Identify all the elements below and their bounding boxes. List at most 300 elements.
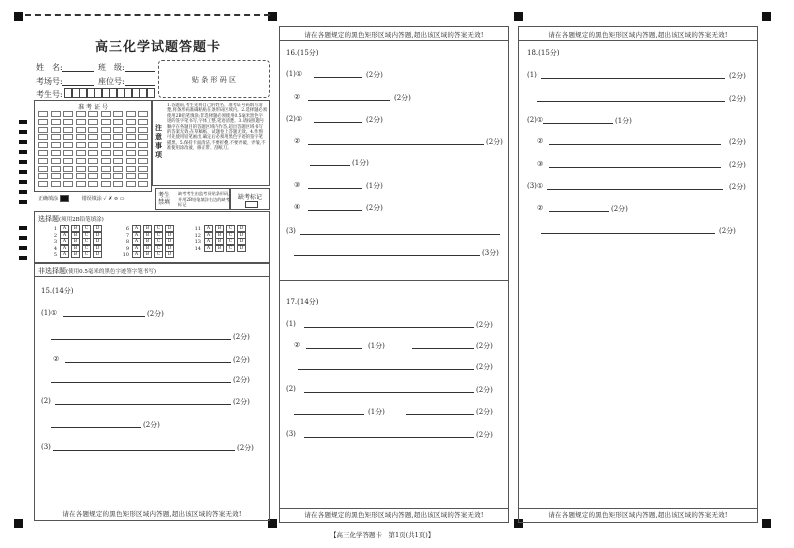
mc-option-bubble[interactable]: A bbox=[132, 225, 141, 232]
answer-line[interactable] bbox=[412, 348, 474, 349]
q17-head: 17.(14分) bbox=[286, 298, 319, 306]
mc-option-bubble[interactable]: D bbox=[93, 238, 102, 245]
admission-bubble[interactable] bbox=[101, 150, 111, 156]
admission-bubble[interactable] bbox=[76, 127, 86, 133]
admission-bubble[interactable] bbox=[138, 111, 148, 117]
seat-label: 座位号: bbox=[98, 77, 125, 86]
score-label: (2分) bbox=[611, 205, 628, 213]
mc-question-number: 14 bbox=[194, 245, 201, 252]
sub-question-label: (2) bbox=[41, 397, 51, 405]
admission-bubble[interactable] bbox=[51, 173, 61, 179]
admission-bubble[interactable] bbox=[51, 158, 61, 164]
admission-bubble[interactable] bbox=[38, 181, 48, 187]
sub-question-label: ② bbox=[294, 341, 301, 349]
fill-example bbox=[38, 195, 125, 202]
score-label: (2分) bbox=[233, 333, 250, 341]
admission-bubble[interactable] bbox=[113, 142, 123, 148]
admission-bubble[interactable] bbox=[113, 181, 123, 187]
admission-bubble[interactable] bbox=[126, 134, 136, 140]
nonmc-note: (使用0.5毫米的黑色字迹签字笔书写) bbox=[66, 269, 157, 275]
timing-mark bbox=[19, 140, 27, 144]
sub-question-label: (3) bbox=[41, 443, 51, 451]
score-label: (1分) bbox=[368, 408, 385, 416]
admission-bubble[interactable] bbox=[138, 166, 148, 172]
admission-bubble[interactable] bbox=[101, 181, 111, 187]
mc-option-bubble[interactable]: C bbox=[226, 238, 235, 245]
answer-line[interactable] bbox=[304, 392, 474, 393]
admission-bubble[interactable] bbox=[63, 127, 73, 133]
admission-bubble[interactable] bbox=[51, 134, 61, 140]
admission-bubble[interactable] bbox=[63, 173, 73, 179]
admission-grid-header: 准 考 证 号 bbox=[78, 104, 108, 111]
score-label: (2分) bbox=[476, 431, 493, 439]
mc-option-bubble[interactable]: A bbox=[204, 238, 213, 245]
correct-fill-sample bbox=[60, 195, 69, 202]
sub-question-label: (3) bbox=[286, 430, 296, 438]
name-label: 姓 名: bbox=[36, 63, 63, 72]
absent-mark-box[interactable] bbox=[230, 188, 270, 210]
mc-option-bubble[interactable]: B bbox=[71, 245, 80, 252]
mc-question-row[interactable] bbox=[45, 251, 104, 258]
answer-line[interactable] bbox=[298, 369, 474, 370]
score-label: (2分) bbox=[143, 421, 160, 429]
admission-bubble[interactable] bbox=[101, 134, 111, 140]
mc-question-number: 11 bbox=[194, 226, 201, 232]
admission-bubble[interactable] bbox=[76, 134, 86, 140]
q16-head: 16.(15分) bbox=[286, 49, 319, 57]
mc-option-bubble[interactable]: A bbox=[132, 251, 141, 258]
admission-bubble[interactable] bbox=[138, 173, 148, 179]
q18-head: 18.(15分) bbox=[527, 49, 560, 57]
mc-option-bubble[interactable]: B bbox=[71, 238, 80, 245]
answer-line[interactable] bbox=[314, 122, 362, 123]
admission-bubble[interactable] bbox=[51, 111, 61, 117]
mc-option-bubble[interactable]: A bbox=[60, 245, 69, 252]
mc-option-bubble[interactable]: C bbox=[154, 232, 163, 239]
banner-top: 请在各题规定的黑色矩形区域内答题,超出该区域的答案无效! bbox=[304, 31, 484, 39]
mc-option-bubble[interactable]: B bbox=[143, 225, 152, 232]
admission-bubble[interactable] bbox=[126, 166, 136, 172]
mc-question-number: 6 bbox=[125, 226, 129, 232]
admission-bubble[interactable] bbox=[88, 150, 98, 156]
mc-question-row[interactable] bbox=[189, 245, 248, 252]
answer-line[interactable] bbox=[549, 144, 721, 145]
sub-question-label: (2)① bbox=[527, 116, 544, 124]
sub-question-label: (2)① bbox=[286, 115, 303, 123]
sub-question-label: ② bbox=[294, 93, 301, 101]
mc-option-bubble[interactable]: A bbox=[60, 232, 69, 239]
mc-option-bubble[interactable]: C bbox=[82, 225, 91, 232]
timing-mark bbox=[19, 120, 27, 124]
score-label: (1分) bbox=[368, 342, 385, 350]
mc-option-bubble[interactable]: A bbox=[204, 232, 213, 239]
score-label: (2分) bbox=[366, 204, 383, 212]
admission-bubble[interactable] bbox=[38, 166, 48, 172]
candidate-box-text: 缺考考生由监考员贴条形码,并用2B铅笔填涂右边的缺考标记 bbox=[178, 191, 230, 207]
admission-bubble[interactable] bbox=[113, 119, 123, 125]
admission-bubble[interactable] bbox=[88, 142, 98, 148]
admission-bubble[interactable] bbox=[76, 119, 86, 125]
mc-option-bubble[interactable]: D bbox=[93, 245, 102, 252]
exam-number-label: 考生号: bbox=[36, 90, 63, 99]
score-label: (3分) bbox=[482, 249, 499, 257]
sub-question-label: (1) bbox=[286, 320, 296, 328]
mc-option-bubble[interactable]: A bbox=[204, 245, 213, 252]
answer-line[interactable] bbox=[541, 233, 715, 234]
answer-line[interactable] bbox=[65, 362, 231, 363]
cut-line bbox=[25, 14, 270, 16]
admission-bubble[interactable] bbox=[51, 166, 61, 172]
answer-line[interactable] bbox=[549, 167, 721, 168]
name-field[interactable] bbox=[62, 71, 94, 72]
mc-option-bubble[interactable]: D bbox=[237, 238, 246, 245]
admission-bubble[interactable] bbox=[138, 181, 148, 187]
answer-line[interactable] bbox=[294, 414, 364, 415]
correct-fill-label: 正确填涂 bbox=[38, 196, 59, 202]
answer-line[interactable] bbox=[308, 188, 362, 189]
banner-bottom: 请在各题规定的黑色矩形区域内答题,超出该区域的答案无效! bbox=[62, 510, 242, 518]
sub-question-label: ② bbox=[53, 355, 60, 363]
admission-bubble[interactable] bbox=[101, 111, 111, 117]
absent-mark-label: 缺考标记 bbox=[237, 194, 262, 201]
admission-bubble[interactable] bbox=[101, 158, 111, 164]
banner-top: 请在各题规定的黑色矩形区域内答题,超出该区域的答案无效! bbox=[548, 31, 728, 39]
timing-mark bbox=[19, 130, 27, 134]
timing-mark bbox=[19, 170, 27, 174]
admission-bubble[interactable] bbox=[101, 127, 111, 133]
answer-line[interactable] bbox=[537, 101, 725, 102]
banner-bottom: 请在各题规定的黑色矩形区域内答题,超出该区域的答案无效! bbox=[548, 511, 728, 519]
mc-question-number: 12 bbox=[194, 232, 201, 239]
candidate-box-label: 考生禁填 bbox=[158, 192, 171, 206]
score-label: (2分) bbox=[237, 444, 254, 452]
mc-option-bubble[interactable]: A bbox=[132, 232, 141, 239]
notice-text: 1.答题前,考生先将自己的姓名、准考证号码填写清楚,将条形码准确粘贴在条形码区域内。2.选择题必须使用2B铅笔填涂;非选择题必须使用0.5毫米黑色字迹的签字笔书写,字体工整,笔迹清楚。3.请按照题号顺序在各题目的答题区域内作答,超出答题区域书写的答案无效;在草稿纸、试题卷上答题无效。4.作图可先使用铅笔画出,确定后必须用黑色字迹的签字笔描黑。5.保持卡面清洁,不要折叠,不要弄破、弄皱,不准使用涂改液、修正带、刮纸刀。 bbox=[167, 103, 267, 152]
answer-line[interactable] bbox=[53, 450, 235, 451]
corner-mark bbox=[514, 12, 523, 21]
corner-mark bbox=[762, 12, 771, 21]
admission-bubble[interactable] bbox=[38, 111, 48, 117]
admission-bubble[interactable] bbox=[126, 127, 136, 133]
admission-bubble[interactable] bbox=[76, 166, 86, 172]
mc-option-bubble[interactable]: D bbox=[237, 232, 246, 239]
answer-line[interactable] bbox=[541, 78, 725, 79]
sub-question-label: (1) bbox=[527, 71, 537, 79]
admission-bubble[interactable] bbox=[51, 142, 61, 148]
mc-option-bubble[interactable]: B bbox=[215, 245, 224, 252]
admission-bubble[interactable] bbox=[63, 150, 73, 156]
admission-bubble[interactable] bbox=[88, 111, 98, 117]
score-label: (2分) bbox=[476, 408, 493, 416]
mc-option-bubble[interactable]: D bbox=[237, 225, 246, 232]
mc-option-bubble[interactable]: B bbox=[215, 225, 224, 232]
answer-line[interactable] bbox=[406, 414, 474, 415]
timing-mark bbox=[19, 150, 27, 154]
admission-bubble[interactable] bbox=[63, 142, 73, 148]
score-label: (2分) bbox=[729, 161, 746, 169]
admission-bubble[interactable] bbox=[113, 127, 123, 133]
admission-bubble[interactable] bbox=[113, 134, 123, 140]
mc-option-bubble[interactable]: B bbox=[71, 225, 80, 232]
score-label: (1分) bbox=[615, 117, 632, 125]
mc-option-bubble[interactable]: B bbox=[215, 238, 224, 245]
admission-number-grid[interactable] bbox=[34, 100, 152, 192]
timing-mark bbox=[19, 180, 27, 184]
admission-bubble[interactable] bbox=[126, 150, 136, 156]
mc-option-bubble[interactable]: A bbox=[60, 225, 69, 232]
timing-mark bbox=[19, 226, 27, 230]
sub-question-label: (3) bbox=[286, 227, 296, 235]
mc-question-number: 1 bbox=[53, 226, 57, 232]
admission-bubble[interactable] bbox=[126, 111, 136, 117]
score-label: (2分) bbox=[366, 71, 383, 79]
admission-bubble[interactable] bbox=[38, 142, 48, 148]
sub-question-label: ② bbox=[537, 204, 544, 212]
score-label: (2分) bbox=[366, 116, 383, 124]
timing-mark bbox=[19, 256, 27, 260]
mc-question-number: 5 bbox=[53, 252, 57, 259]
admission-bubble[interactable] bbox=[126, 181, 136, 187]
mc-option-bubble[interactable]: D bbox=[165, 245, 174, 252]
admission-bubble[interactable] bbox=[138, 127, 148, 133]
admission-bubble[interactable] bbox=[101, 142, 111, 148]
mc-option-bubble[interactable]: A bbox=[132, 238, 141, 245]
admission-bubble[interactable] bbox=[76, 142, 86, 148]
admission-bubble[interactable] bbox=[38, 158, 48, 164]
mc-option-bubble[interactable]: C bbox=[82, 238, 91, 245]
admission-bubble[interactable] bbox=[51, 119, 61, 125]
admission-bubble[interactable] bbox=[38, 119, 48, 125]
score-label: (2分) bbox=[476, 321, 493, 329]
room-field[interactable] bbox=[62, 85, 94, 86]
answer-line[interactable] bbox=[543, 123, 613, 124]
nonmc-header bbox=[38, 266, 156, 276]
score-label: (2分) bbox=[233, 398, 250, 406]
notice-box bbox=[152, 100, 270, 186]
admission-bubble[interactable] bbox=[138, 142, 148, 148]
answer-line[interactable] bbox=[549, 211, 609, 212]
admission-bubble[interactable] bbox=[126, 119, 136, 125]
mc-option-bubble[interactable]: B bbox=[215, 232, 224, 239]
mc-option-bubble[interactable]: C bbox=[82, 251, 91, 258]
mc-option-bubble[interactable]: C bbox=[154, 245, 163, 252]
admission-bubble[interactable] bbox=[63, 134, 73, 140]
mc-section bbox=[34, 211, 270, 263]
score-label: (2分) bbox=[147, 310, 164, 318]
admission-bubble[interactable] bbox=[38, 127, 48, 133]
admission-bubble[interactable] bbox=[88, 127, 98, 133]
timing-mark bbox=[19, 236, 27, 240]
barcode-area bbox=[158, 60, 270, 98]
page-title: 高三化学试题答题卡 bbox=[95, 40, 222, 55]
mc-title: 选择题 bbox=[38, 215, 59, 223]
mc-option-bubble[interactable]: C bbox=[154, 238, 163, 245]
score-label: (2分) bbox=[486, 138, 503, 146]
admission-bubble[interactable] bbox=[38, 150, 48, 156]
admission-bubble[interactable] bbox=[88, 134, 98, 140]
mc-option-bubble[interactable]: B bbox=[143, 232, 152, 239]
mc-option-bubble[interactable]: D bbox=[93, 232, 102, 239]
admission-bubble[interactable] bbox=[88, 158, 98, 164]
candidate-box bbox=[155, 188, 230, 210]
admission-bubble[interactable] bbox=[63, 181, 73, 187]
answer-line[interactable] bbox=[304, 437, 474, 438]
admission-bubble[interactable] bbox=[113, 158, 123, 164]
seat-field[interactable] bbox=[125, 85, 155, 86]
answer-line[interactable] bbox=[304, 327, 474, 328]
admission-bubble[interactable] bbox=[126, 142, 136, 148]
answer-line[interactable] bbox=[51, 427, 141, 428]
mc-option-bubble[interactable]: D bbox=[237, 245, 246, 252]
wrong-fill-samples: ✓ ✗ ⊘ ▭ bbox=[103, 196, 125, 202]
admission-bubble[interactable] bbox=[88, 119, 98, 125]
barcode-label: 贴 条 形 码 区 bbox=[192, 76, 236, 84]
admission-bubble[interactable] bbox=[76, 111, 86, 117]
mc-option-bubble[interactable]: B bbox=[143, 251, 152, 258]
admission-bubble[interactable] bbox=[63, 166, 73, 172]
sub-question-label: (3)① bbox=[527, 182, 544, 190]
answer-line[interactable] bbox=[51, 339, 231, 340]
timing-mark bbox=[19, 200, 27, 204]
admission-bubble[interactable] bbox=[63, 111, 73, 117]
answer-line[interactable] bbox=[300, 234, 500, 235]
mc-question-number: 3 bbox=[53, 239, 57, 246]
answer-line[interactable] bbox=[314, 77, 362, 78]
score-label: (2分) bbox=[729, 95, 746, 103]
admission-bubble[interactable] bbox=[126, 158, 136, 164]
score-label: (2分) bbox=[729, 183, 746, 191]
admission-bubble[interactable] bbox=[76, 173, 86, 179]
admission-bubble[interactable] bbox=[138, 150, 148, 156]
mc-option-bubble[interactable]: A bbox=[60, 251, 69, 258]
answer-line[interactable] bbox=[51, 382, 231, 383]
mc-option-bubble[interactable]: C bbox=[82, 245, 91, 252]
absent-mark-bubble[interactable] bbox=[245, 201, 258, 208]
admission-bubble[interactable] bbox=[76, 158, 86, 164]
admission-bubble[interactable] bbox=[138, 134, 148, 140]
mc-option-bubble[interactable]: B bbox=[143, 245, 152, 252]
answer-line[interactable] bbox=[294, 255, 480, 256]
mc-option-bubble[interactable]: B bbox=[71, 251, 80, 258]
admission-bubble[interactable] bbox=[51, 127, 61, 133]
answer-line[interactable] bbox=[308, 144, 484, 145]
mc-option-bubble[interactable]: C bbox=[226, 232, 235, 239]
q15-head: 15.(14分) bbox=[41, 287, 74, 295]
mc-header bbox=[38, 214, 104, 224]
answer-line[interactable] bbox=[55, 404, 231, 405]
mc-option-bubble[interactable]: A bbox=[132, 245, 141, 252]
corner-mark bbox=[14, 519, 23, 528]
admission-bubble[interactable] bbox=[113, 166, 123, 172]
answer-line[interactable] bbox=[63, 316, 145, 317]
sub-question-label: ④ bbox=[294, 203, 301, 211]
admission-bubble[interactable] bbox=[38, 134, 48, 140]
page-footer: 【高三化学答题卡 第1页(共1页)】 bbox=[330, 531, 435, 539]
admission-bubble[interactable] bbox=[138, 158, 148, 164]
mc-question-number: 2 bbox=[53, 232, 57, 239]
mc-option-bubble[interactable]: D bbox=[165, 225, 174, 232]
sub-question-label: ② bbox=[537, 137, 544, 145]
admission-bubble[interactable] bbox=[126, 173, 136, 179]
mc-option-bubble[interactable]: C bbox=[154, 225, 163, 232]
score-label: (2分) bbox=[476, 363, 493, 371]
corner-mark bbox=[14, 12, 23, 21]
mc-option-bubble[interactable]: D bbox=[93, 225, 102, 232]
admission-bubble[interactable] bbox=[113, 173, 123, 179]
admission-bubble[interactable] bbox=[88, 181, 98, 187]
mc-option-bubble[interactable]: B bbox=[143, 238, 152, 245]
admission-bubble[interactable] bbox=[88, 166, 98, 172]
sub-question-label: (1)① bbox=[41, 309, 58, 317]
sub-question-label: ③ bbox=[294, 181, 301, 189]
score-label: (2分) bbox=[394, 94, 411, 102]
answer-line[interactable] bbox=[547, 189, 723, 190]
admission-bubble[interactable] bbox=[101, 173, 111, 179]
mc-option-bubble[interactable]: D bbox=[165, 238, 174, 245]
admission-bubble[interactable] bbox=[113, 111, 123, 117]
score-label: (2分) bbox=[233, 356, 250, 364]
admission-bubble[interactable] bbox=[38, 173, 48, 179]
mc-option-bubble[interactable]: D bbox=[165, 251, 174, 258]
mc-note: (须用2B铅笔填涂) bbox=[59, 217, 104, 223]
timing-mark bbox=[19, 246, 27, 250]
admission-bubble[interactable] bbox=[51, 181, 61, 187]
admission-bubble[interactable] bbox=[101, 166, 111, 172]
mc-option-bubble[interactable]: C bbox=[82, 232, 91, 239]
corner-mark bbox=[762, 519, 771, 528]
score-label: (2分) bbox=[719, 227, 736, 235]
banner-bottom: 请在各题规定的黑色矩形区域内答题,超出该区域的答案无效! bbox=[304, 511, 484, 519]
mc-question-number: 13 bbox=[194, 239, 201, 246]
mc-option-bubble[interactable]: B bbox=[71, 232, 80, 239]
admission-bubble[interactable] bbox=[63, 119, 73, 125]
answer-line[interactable] bbox=[306, 348, 362, 349]
mc-option-bubble[interactable]: C bbox=[154, 251, 163, 258]
mc-question-number: 7 bbox=[125, 232, 129, 239]
mc-option-bubble[interactable]: D bbox=[165, 232, 174, 239]
sub-question-label: (1)① bbox=[286, 70, 303, 78]
admission-bubble[interactable] bbox=[76, 181, 86, 187]
admission-bubble[interactable] bbox=[76, 150, 86, 156]
mc-option-bubble[interactable]: A bbox=[204, 225, 213, 232]
admission-bubble[interactable] bbox=[138, 119, 148, 125]
admission-bubble[interactable] bbox=[63, 158, 73, 164]
mc-option-bubble[interactable]: C bbox=[226, 245, 235, 252]
admission-bubble[interactable] bbox=[113, 150, 123, 156]
exam-number-box[interactable] bbox=[147, 88, 155, 98]
score-label: (1分) bbox=[366, 182, 383, 190]
score-label: (2分) bbox=[476, 342, 493, 350]
score-label: (2分) bbox=[233, 376, 250, 384]
mc-option-bubble[interactable]: D bbox=[93, 251, 102, 258]
mc-option-bubble[interactable]: A bbox=[60, 238, 69, 245]
panel-2 bbox=[279, 26, 509, 523]
notice-title: 注意事项 bbox=[155, 123, 162, 159]
class-field[interactable] bbox=[125, 71, 155, 72]
class-label: 班 级: bbox=[98, 63, 125, 72]
answer-line[interactable] bbox=[308, 100, 390, 101]
mc-question-number: 9 bbox=[125, 245, 129, 252]
admission-bubble[interactable] bbox=[101, 119, 111, 125]
admission-bubble[interactable] bbox=[51, 150, 61, 156]
admission-bubble[interactable] bbox=[88, 173, 98, 179]
room-label: 考场号: bbox=[36, 77, 63, 86]
timing-mark bbox=[19, 190, 27, 194]
answer-line[interactable] bbox=[310, 165, 350, 166]
mc-option-bubble[interactable]: C bbox=[226, 225, 235, 232]
answer-line[interactable] bbox=[308, 210, 362, 211]
mc-question-row[interactable] bbox=[117, 251, 176, 258]
